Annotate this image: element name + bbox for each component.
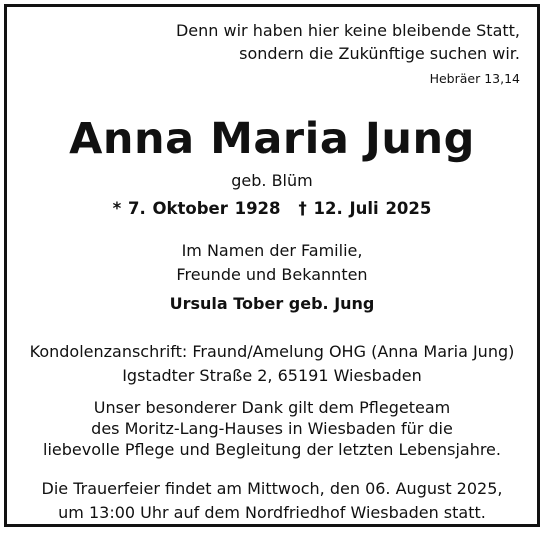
thanks-line-3: liebevolle Pflege und Begleitung der letzten Lebensjahre. — [43, 440, 501, 459]
obituary-notice — [4, 4, 540, 527]
funeral-service — [7, 477, 537, 525]
thanks-block — [7, 397, 537, 460]
deceased-name: Anna Maria Jung — [69, 114, 475, 164]
condolence-line-1: Kondolenzanschrift: Fraund/Amelung OHG (Anna Maria Jung) — [29, 342, 515, 361]
birth-name: geb. Blüm — [231, 171, 313, 190]
condolence-line-2: Igstadter Straße 2, 65191 Wiesbaden — [122, 366, 422, 385]
bible-verse — [176, 19, 520, 65]
life-dates — [7, 199, 537, 218]
birth-date: * 7. Oktober 1928 — [112, 199, 281, 218]
verse-line-2: sondern die Zukünftige suchen wir. — [239, 44, 520, 63]
verse-line-1: Denn wir haben hier keine bleibende Statt, — [175, 21, 520, 40]
thanks-line-1: Unser besonderer Dank gilt dem Pflegeteam — [93, 398, 451, 417]
condolence-address — [7, 340, 537, 388]
family-block — [7, 239, 537, 287]
service-line-1: Die Trauerfeier findet am Mittwoch, den 06. August 2025, — [41, 479, 503, 498]
family-line-1: Im Namen der Familie, — [181, 241, 363, 260]
family-line-2: Freunde und Bekannten — [176, 265, 368, 284]
thanks-line-2: des Moritz-Lang-Hauses in Wiesbaden für die — [91, 419, 453, 438]
verse-reference: Hebräer 13,14 — [429, 71, 520, 86]
mourner-name: Ursula Tober geb. Jung — [169, 294, 375, 313]
service-line-2: um 13:00 Uhr auf dem Nordfriedhof Wiesbaden statt. — [58, 503, 486, 522]
death-date: † 12. Juli 2025 — [298, 199, 432, 218]
